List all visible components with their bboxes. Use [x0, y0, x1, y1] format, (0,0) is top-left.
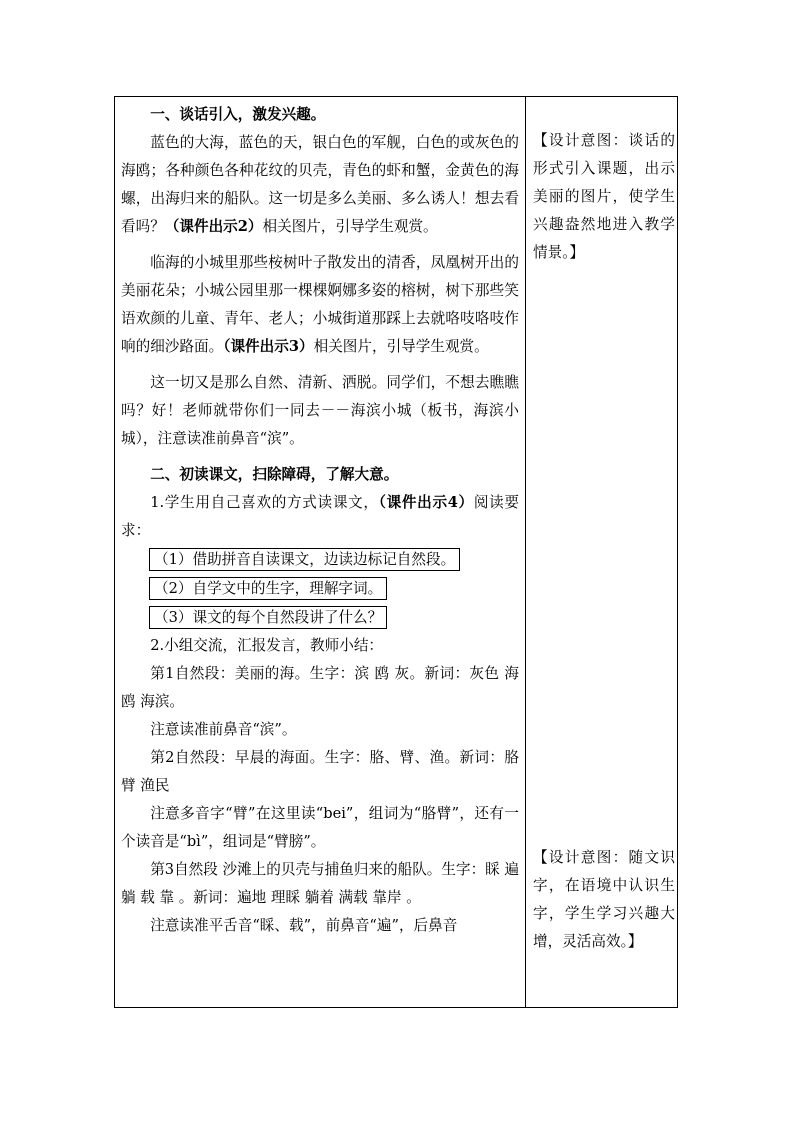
teaching-content-column	[121, 101, 519, 940]
design-intent-column	[533, 127, 675, 267]
paragraph-text: 临海的小城里那些桉树叶子散发出的清香，凤凰树开出的美丽花朵；小城公园里那一棵棵婀娜多姿的榕树，树下那些笑语欢颜的儿童、青年、老人；小城街道那踩上去就咯吱咯吱作响的细沙路面。	[121, 254, 519, 355]
section-2-paragraph-3: 第1自然段：美丽的海。生字：滨 鸥 灰。新词：灰色 海鸥 海滨。	[121, 665, 519, 710]
section-2-paragraph-1	[121, 489, 519, 545]
paragraph-text: 相关图片，引导学生观赏。	[262, 218, 438, 235]
section-1-paragraph-3: 这一切又是那么自然、清新、洒脱。同学们，不想去瞧瞧吗？好！老师就带你们一同去－－海滨小城（板书，海滨小城），注意读准前鼻音“滨”。	[121, 374, 519, 447]
section-2-paragraph-8: 注意读准平舌音“睬、载”，前鼻音“遍”，后鼻音	[150, 917, 458, 934]
paragraph-text: 阅读要求：	[121, 494, 519, 539]
section-2-paragraph-6: 注意多音字“臂”在这里读“bei”，组词为“胳臂”，还有一个读音是“bì”，组词是“臂膀”。	[121, 805, 519, 850]
section-2-paragraph-7: 第3自然段 沙滩上的贝壳与捕鱼归来的船队。生字：睬 遍 躺 载 靠 。新词：遍地 理睬 躺着 满载 靠岸 。	[121, 861, 520, 906]
section-2-heading: 二、初读课文，扫除障碍，了解大意。	[150, 466, 399, 483]
section-2-paragraph-5: 第2自然段：早晨的海面。生字：胳、臂、渔。新词：胳臂 渔民	[121, 749, 519, 794]
paragraph-text: 蓝色的大海，蓝色的天，银白色的军舰，白色的或灰色的海鸥；各种颜色各种花纹的贝壳，青色的虾和蟹，金黄色的海螺，出海归来的船队。这一切是多么美丽、多么诱人！想去看看吗？	[121, 134, 519, 235]
design-intent-note-2: 【设计意图：随文识字，在语境中认识生字，学生学习兴趣大增，灵活高效。】	[533, 849, 675, 950]
section-1-paragraph-1	[121, 129, 519, 241]
design-intent-note-1: 【设计意图：谈话的形式引入课题，出示美丽的图片，使学生兴趣盎然地进入教学情景。】	[533, 132, 675, 261]
reading-requirement-box: （3）课文的每个自然段讲了什么？	[149, 606, 387, 629]
section-2-paragraph-2: 2.小组交流，汇报发言，教师小结：	[150, 637, 384, 654]
courseware-ref: （课件出示4）	[378, 494, 474, 511]
section-1-heading: 一、谈话引入，激发兴趣。	[150, 106, 326, 123]
lesson-plan-table	[114, 96, 678, 1008]
reading-requirement-box: （1）借助拼音自读课文，边读边标记自然段。	[149, 548, 460, 571]
reading-requirement-box: （2）自学文中的生字，理解字词。	[149, 577, 387, 600]
column-divider	[525, 97, 526, 1007]
courseware-ref: （课件出示2）	[164, 218, 263, 235]
courseware-ref: （课件出示3）	[223, 338, 314, 355]
paragraph-text: 相关图片，引导学生观赏。	[313, 338, 489, 355]
paragraph-text: 1.学生用自己喜欢的方式读课文，	[150, 494, 379, 511]
section-2-paragraph-4: 注意读准前鼻音“滨”。	[150, 721, 297, 738]
design-intent-column-lower	[533, 844, 675, 956]
section-1-paragraph-2	[121, 249, 519, 361]
reading-requirements	[121, 545, 519, 632]
